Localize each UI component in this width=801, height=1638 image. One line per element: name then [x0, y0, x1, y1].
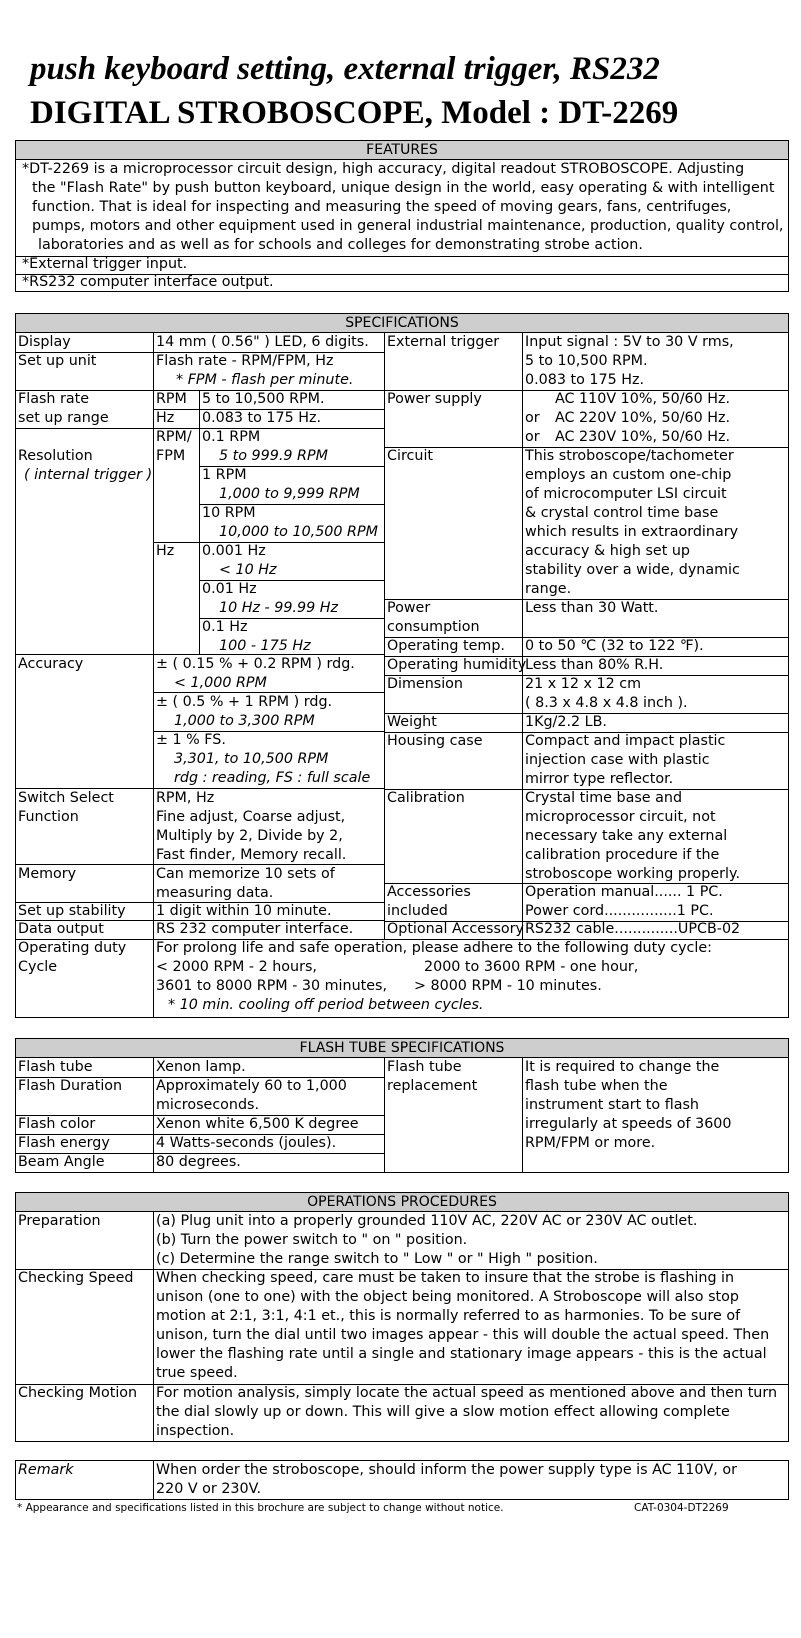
ops-checking-speed-line-1: When checking speed, care must be taken to insure that the strobe is flashing in — [156, 1270, 735, 1286]
spec-power-supply-or-1: or — [525, 410, 540, 426]
spec-flash-rate-label-2: set up range — [18, 410, 109, 426]
specifications-section — [15, 313, 789, 1018]
flash-replacement-label-1: Flash tube — [387, 1059, 462, 1075]
spec-duty-line-2b: 2000 to 3600 RPM - one hour, — [424, 959, 639, 975]
features-line-4: pumps, motors and other equipment used in general industrial maintenance, production, quality control, — [32, 218, 784, 234]
spec-accessories-value-1: Operation manual...... 1 PC. — [525, 884, 723, 900]
spec-calibration-value-3: necessary take any external — [525, 828, 728, 844]
spec-res-rpm-3-range: 10,000 to 10,500 RPM — [219, 524, 378, 540]
spec-resolution-label: Resolution — [18, 448, 93, 464]
spec-res-rpm-3-step: 10 RPM — [202, 505, 256, 521]
features-line-2: the "Flash Rate" by push button keyboard, unique design in the world, easy operating & with intelligent — [32, 180, 775, 196]
spec-weight-label: Weight — [387, 714, 437, 730]
flash-tube-section — [15, 1038, 789, 1173]
spec-duty-note: * 10 min. cooling off period between cycles. — [168, 997, 484, 1013]
flash-duration-value-2: microseconds. — [156, 1097, 260, 1113]
spec-operating-humidity-label: Operating humidity — [387, 657, 527, 673]
spec-duty-line-2a: < 2000 RPM - 2 hours, — [156, 959, 317, 975]
spec-display-label: Display — [18, 334, 71, 350]
flash-replacement-line-1: It is required to change the — [525, 1059, 720, 1075]
spec-ext-trigger-value-3: 0.083 to 175 Hz. — [525, 372, 645, 388]
flash-color-value: Xenon white 6,500 K degree — [156, 1116, 359, 1132]
spec-setup-unit-value: Flash rate - RPM/FPM, Hz — [156, 353, 334, 369]
spec-memory-label: Memory — [18, 866, 77, 882]
ops-checking-speed-line-2: unison (one to one) with the object being monitored. A Stroboscope will also stop — [156, 1289, 739, 1305]
beam-angle-label: Beam Angle — [18, 1154, 105, 1170]
spec-calibration-value-2: microprocessor circuit, not — [525, 809, 716, 825]
spec-calibration-value-5: stroboscope working properly. — [525, 866, 740, 882]
spec-power-supply-value-2: AC 220V 10%, 50/60 Hz. — [555, 410, 731, 426]
spec-memory-value-1: Can memorize 10 sets of — [156, 866, 335, 882]
flash-replacement-line-3: instrument start to flash — [525, 1097, 699, 1113]
spec-data-output-label: Data output — [18, 921, 104, 937]
spec-flash-rate-unit-rpm: RPM — [156, 391, 187, 407]
flash-replacement-label-2: replacement — [387, 1078, 478, 1094]
spec-duty-line-3b: > 8000 RPM - 10 minutes. — [414, 978, 602, 994]
spec-housing-value-1: Compact and impact plastic — [525, 733, 726, 749]
spec-power-supply-label: Power supply — [387, 391, 482, 407]
flash-replacement-line-5: RPM/FPM or more. — [525, 1135, 656, 1151]
flash-duration-label: Flash Duration — [18, 1078, 123, 1094]
spec-res-hz-2-range: 10 Hz - 99.99 Hz — [219, 600, 338, 616]
spec-accuracy-3: ± 1 % FS. — [156, 732, 226, 748]
flash-duration-value-1: Approximately 60 to 1,000 — [156, 1078, 347, 1094]
ops-checking-motion-line-3: inspection. — [156, 1423, 235, 1439]
flash-tube-header: FLASH TUBE SPECIFICATIONS — [16, 1039, 788, 1058]
spec-memory-value-2: measuring data. — [156, 885, 274, 901]
spec-ext-trigger-value-1: Input signal : 5V to 30 V rms, — [525, 334, 734, 350]
spec-operating-temp-label: Operating temp. — [387, 638, 505, 654]
spec-weight-value: 1Kg/2.2 LB. — [525, 714, 607, 730]
spec-flash-rate-unit-hz: Hz — [156, 410, 175, 426]
spec-housing-value-3: mirror type reflector. — [525, 771, 674, 787]
remark-section — [15, 1460, 789, 1500]
features-item-external-trigger: *External trigger input. — [22, 256, 188, 272]
beam-angle-value: 80 degrees. — [156, 1154, 241, 1170]
spec-resolution-unit-rpm-2: FPM — [156, 448, 186, 464]
spec-optional-label: Optional Accessory — [387, 921, 525, 937]
spec-switch-label-1: Switch Select — [18, 790, 114, 806]
ops-preparation-line-3: (c) Determine the range switch to " Low " or " High " position. — [156, 1251, 598, 1267]
spec-power-supply-value-3: AC 230V 10%, 50/60 Hz. — [555, 429, 731, 445]
spec-switch-value-1: RPM, Hz — [156, 790, 215, 806]
remark-line-2: 220 V or 230V. — [156, 1481, 262, 1497]
spec-switch-value-3: Multiply by 2, Divide by 2, — [156, 828, 343, 844]
title-line-2: DIGITAL STROBOSCOPE, Model : DT-2269 — [30, 95, 679, 131]
spec-duty-line-3a: 3601 to 8000 RPM - 30 minutes, — [156, 978, 388, 994]
ops-preparation-line-1: (a) Plug unit into a properly grounded 110V AC, 220V AC or 230V AC outlet. — [156, 1213, 698, 1229]
spec-ext-trigger-label: External trigger — [387, 334, 500, 350]
remark-label: Remark — [18, 1462, 74, 1478]
spec-circuit-line-2: employs an custom one-chip — [525, 467, 732, 483]
spec-res-rpm-1-step: 0.1 RPM — [202, 429, 261, 445]
spec-accuracy-1-range: < 1,000 RPM — [174, 675, 267, 691]
spec-housing-value-2: injection case with plastic — [525, 752, 710, 768]
spec-stability-value: 1 digit within 10 minute. — [156, 903, 332, 919]
flash-replacement-line-2: flash tube when the — [525, 1078, 668, 1094]
spec-circuit-line-1: This stroboscope/tachometer — [525, 448, 734, 464]
flash-replacement-line-4: irregularly at speeds of 3600 — [525, 1116, 732, 1132]
spec-duty-label-1: Operating duty — [18, 940, 127, 956]
spec-accuracy-label: Accuracy — [18, 656, 84, 672]
spec-accessories-label-2: included — [387, 903, 448, 919]
spec-calibration-value-4: calibration procedure if the — [525, 847, 720, 863]
spec-setup-unit-label: Set up unit — [18, 353, 97, 369]
ops-preparation-line-2: (b) Turn the power switch to " on " position. — [156, 1232, 468, 1248]
spec-accuracy-1: ± ( 0.15 % + 0.2 RPM ) rdg. — [156, 656, 355, 672]
ops-checking-motion-line-2: the dial slowly up or down. This will give a slow motion effect allowing complete — [156, 1404, 730, 1420]
spec-power-supply-or-2: or — [525, 429, 540, 445]
features-item-rs232: *RS232 computer interface output. — [22, 274, 274, 290]
spec-flash-rate-value-hz: 0.083 to 175 Hz. — [202, 410, 322, 426]
spec-res-hz-1-step: 0.001 Hz — [202, 543, 266, 559]
spec-circuit-line-5: which results in extraordinary — [525, 524, 739, 540]
spec-power-consumption-label-1: Power — [387, 600, 431, 616]
spec-resolution-unit-hz: Hz — [156, 543, 175, 559]
spec-accessories-label-1: Accessories — [387, 884, 471, 900]
features-line-1: *DT-2269 is a microprocessor circuit design, high accuracy, digital readout STROBOSCOPE. Adjusting — [22, 161, 745, 177]
features-section — [15, 140, 789, 292]
spec-accessories-value-2: Power cord................1 PC. — [525, 903, 714, 919]
ops-checking-speed-line-4: unison, turn the dial until two images appear - this will double the actual speed. Then — [156, 1327, 770, 1343]
spec-accuracy-3-range: 3,301, to 10,500 RPM — [174, 751, 329, 767]
spec-calibration-label: Calibration — [387, 790, 465, 806]
spec-res-rpm-2-step: 1 RPM — [202, 467, 247, 483]
spec-res-hz-3-step: 0.1 Hz — [202, 619, 248, 635]
spec-circuit-line-8: range. — [525, 581, 572, 597]
spec-res-rpm-2-range: 1,000 to 9,999 RPM — [219, 486, 360, 502]
flash-tube-label: Flash tube — [18, 1059, 93, 1075]
spec-setup-unit-note: * FPM - flash per minute. — [176, 372, 354, 388]
spec-dimension-label: Dimension — [387, 676, 463, 692]
remark-line-1: When order the stroboscope, should inform the power supply type is AC 110V, or — [156, 1462, 737, 1478]
specifications-header: SPECIFICATIONS — [16, 314, 788, 333]
spec-accuracy-2-range: 1,000 to 3,300 RPM — [174, 713, 315, 729]
spec-power-supply-value-1: AC 110V 10%, 50/60 Hz. — [555, 391, 731, 407]
ops-checking-speed-line-5: lower the flashing rate until a single and stationary image appears - this is the actual — [156, 1346, 767, 1362]
spec-duty-line-1: For prolong life and safe operation, please adhere to the following duty cycle: — [156, 940, 712, 956]
spec-resolution-unit-rpm-1: RPM/ — [156, 429, 192, 445]
ops-checking-speed-line-6: true speed. — [156, 1365, 238, 1381]
spec-circuit-line-3: of microcomputer LSI circuit — [525, 486, 727, 502]
spec-res-hz-3-range: 100 - 175 Hz — [219, 638, 311, 654]
ops-checking-motion-label: Checking Motion — [18, 1385, 138, 1401]
flash-energy-value: 4 Watts-seconds (joules). — [156, 1135, 337, 1151]
spec-display-value: 14 mm ( 0.56" ) LED, 6 digits. — [156, 334, 369, 350]
features-line-5: laboratories and as well as for schools and colleges for demonstrating strobe action. — [38, 237, 643, 253]
spec-accuracy-2: ± ( 0.5 % + 1 RPM ) rdg. — [156, 694, 333, 710]
flash-energy-label: Flash energy — [18, 1135, 110, 1151]
operations-header: OPERATIONS PROCEDURES — [16, 1193, 788, 1212]
spec-circuit-label: Circuit — [387, 448, 434, 464]
spec-circuit-line-4: & crystal control time base — [525, 505, 719, 521]
spec-operating-humidity-value: Less than 80% R.H. — [525, 657, 664, 673]
ops-checking-speed-line-3: motion at 2:1, 3:1, 4:1 et., this is normally referred to as harmonies. To be sure of — [156, 1308, 741, 1324]
features-line-3: function. That is ideal for inspecting and measuring the speed of moving gears, fans, centrifuges, — [32, 199, 732, 215]
spec-dimension-value-1: 21 x 12 x 12 cm — [525, 676, 642, 692]
spec-flash-rate-label-1: Flash rate — [18, 391, 90, 407]
spec-duty-label-2: Cycle — [18, 959, 58, 975]
spec-stability-label: Set up stability — [18, 903, 126, 919]
ops-checking-speed-label: Checking Speed — [18, 1270, 134, 1286]
spec-resolution-note: ( internal trigger ) — [24, 467, 153, 483]
footer-code: CAT-0304-DT2269 — [634, 1502, 729, 1514]
spec-res-hz-1-range: < 10 Hz — [219, 562, 277, 578]
spec-operating-temp-value: 0 to 50 ℃ (32 to 122 ℉). — [525, 638, 704, 654]
spec-res-hz-2-step: 0.01 Hz — [202, 581, 257, 597]
flash-tube-value: Xenon lamp. — [156, 1059, 246, 1075]
spec-circuit-line-6: accuracy & high set up — [525, 543, 690, 559]
flash-color-label: Flash color — [18, 1116, 96, 1132]
operations-section — [15, 1192, 789, 1442]
spec-accuracy-legend: rdg : reading, FS : full scale — [174, 770, 371, 786]
spec-housing-label: Housing case — [387, 733, 483, 749]
spec-circuit-line-7: stability over a wide, dynamic — [525, 562, 740, 578]
spec-power-consumption-value: Less than 30 Watt. — [525, 600, 659, 616]
ops-checking-motion-line-1: For motion analysis, simply locate the actual speed as mentioned above and then turn — [156, 1385, 778, 1401]
spec-switch-label-2: Function — [18, 809, 79, 825]
spec-power-consumption-label-2: consumption — [387, 619, 480, 635]
spec-switch-value-4: Fast finder, Memory recall. — [156, 847, 347, 863]
footer-notice: * Appearance and specifications listed in this brochure are subject to change without notice. — [17, 1502, 504, 1514]
features-header: FEATURES — [16, 141, 788, 160]
spec-optional-value: RS232 cable..............UPCB-02 — [525, 921, 741, 937]
spec-res-rpm-1-range: 5 to 999.9 RPM — [219, 448, 328, 464]
spec-ext-trigger-value-2: 5 to 10,500 RPM. — [525, 353, 648, 369]
spec-calibration-value-1: Crystal time base and — [525, 790, 683, 806]
spec-data-output-value: RS 232 computer interface. — [156, 921, 354, 937]
title-line-1: push keyboard setting, external trigger, RS232 — [30, 51, 660, 87]
spec-switch-value-2: Fine adjust, Coarse adjust, — [156, 809, 346, 825]
spec-dimension-value-2: ( 8.3 x 4.8 x 4.8 inch ). — [525, 695, 688, 711]
spec-flash-rate-value-rpm: 5 to 10,500 RPM. — [202, 391, 325, 407]
ops-preparation-label: Preparation — [18, 1213, 101, 1229]
